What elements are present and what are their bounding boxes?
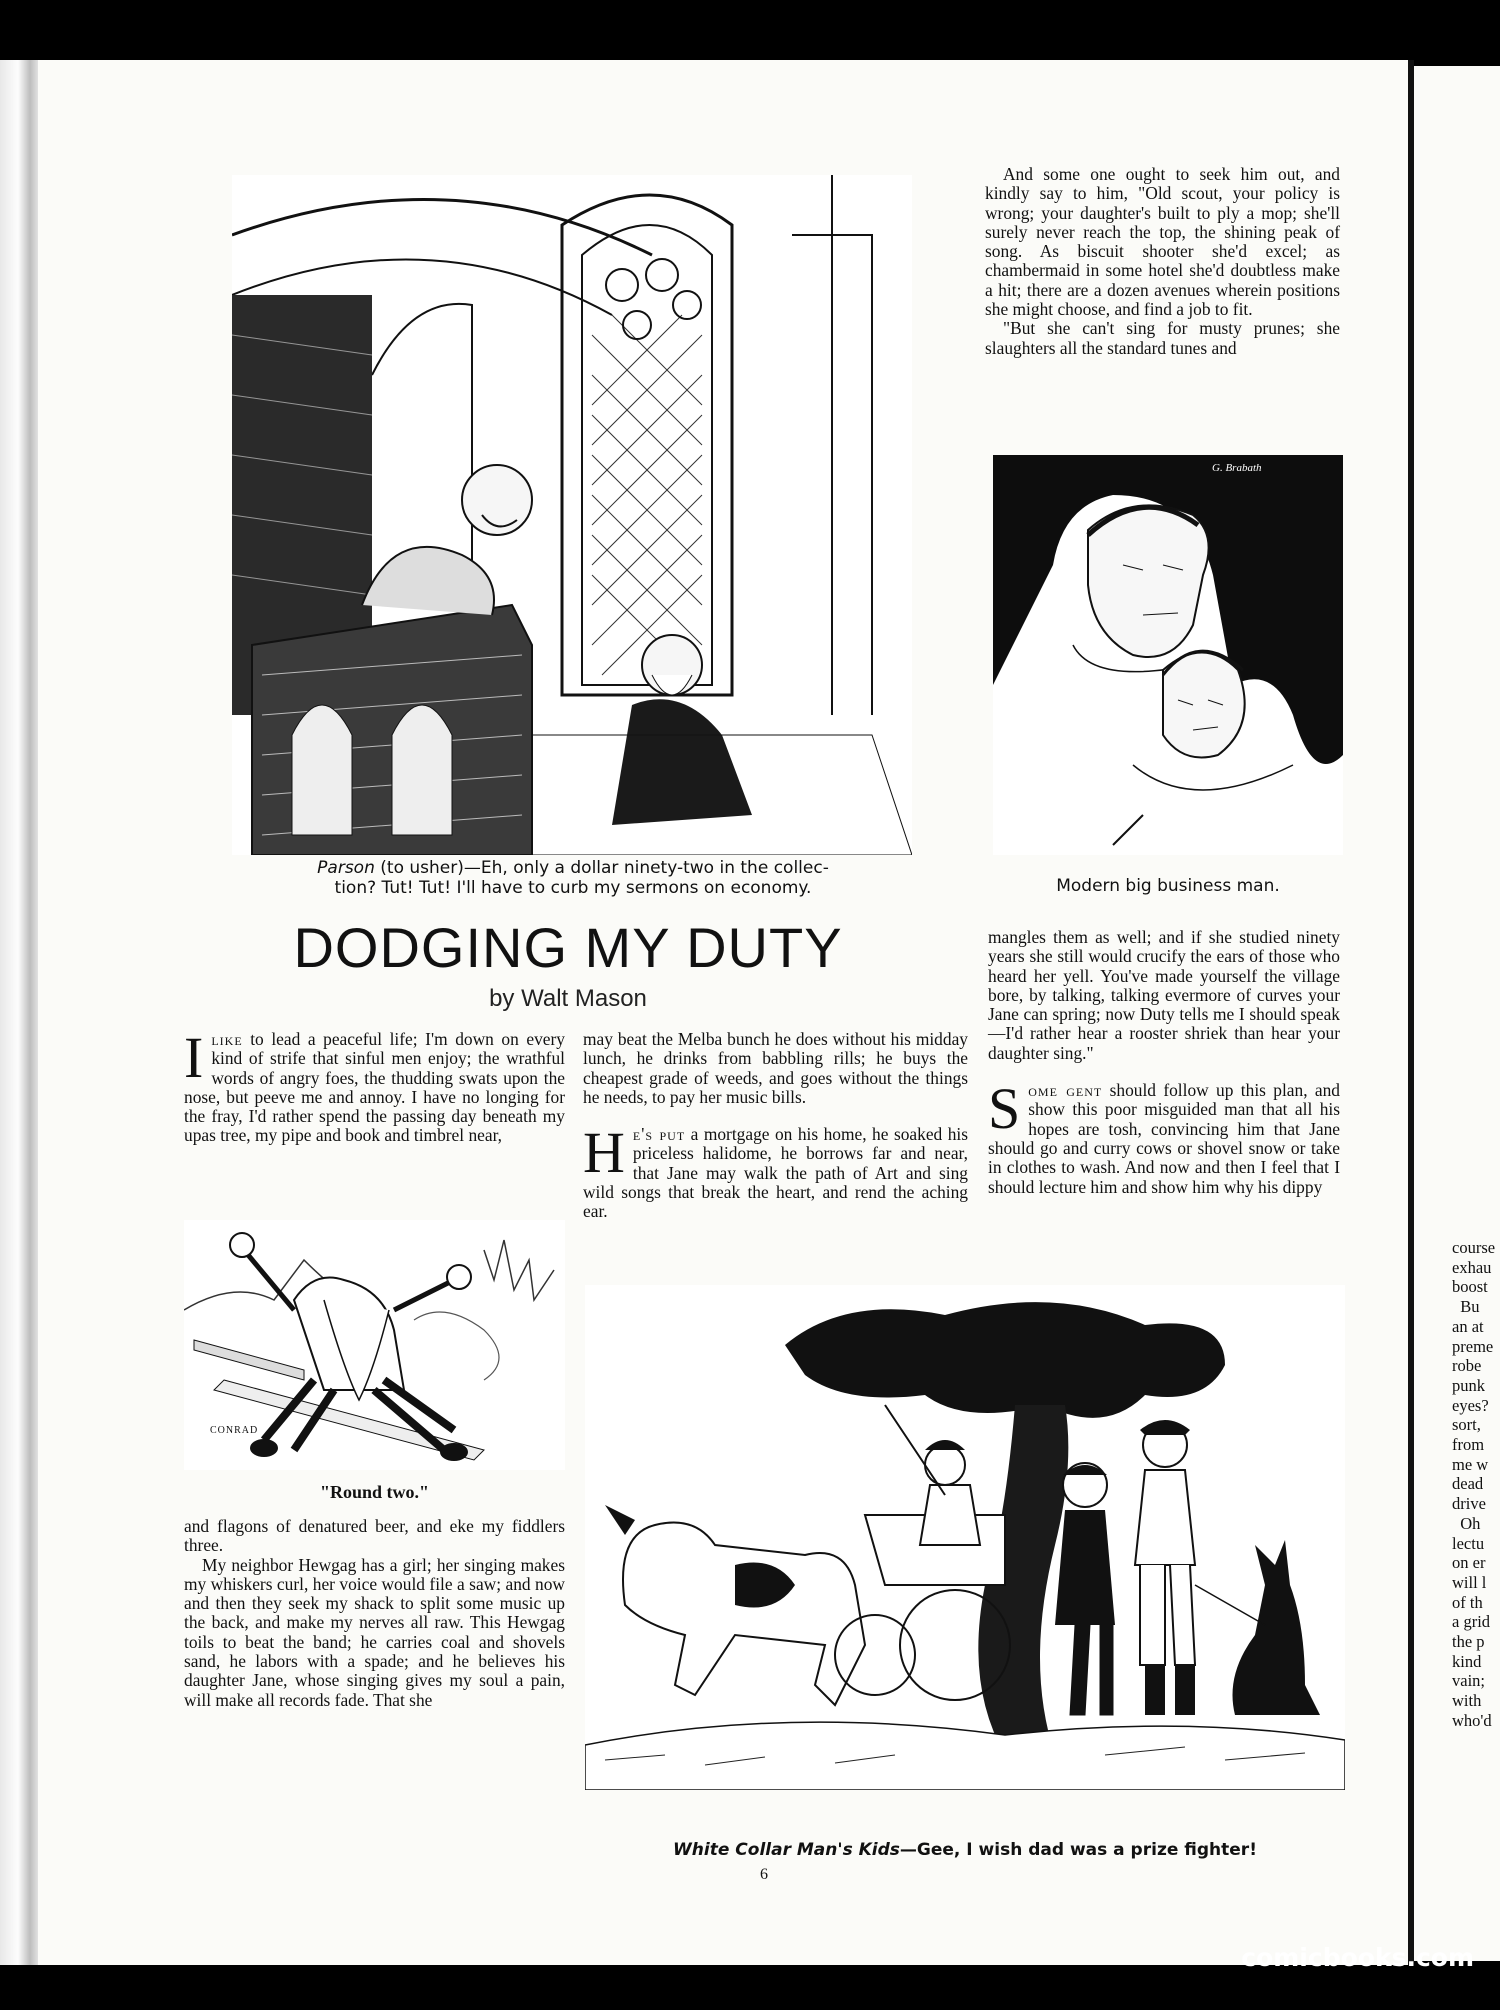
col3-paragraph-2: "But she can't sing for musty prunes; she slaughters all the standard tunes and [985,318,1340,358]
next-page-fragment: from [1452,1435,1485,1454]
next-page-fragment: vain; [1452,1671,1485,1691]
next-page-fragment: the p [1452,1632,1485,1651]
col3-lead-in: ome gent [1028,1080,1103,1101]
col3-paragraph-3: mangles them as well; and if she studied ninety years she still would crucify the ears of those who heard her yell. You've made yourself the village bore, by talking, talking evermore of curves your Jane can spring; now Duty tells me I should speak—I'd rather hear a rooster shriek than hear your daughter sing." [988,927,1340,1063]
col1-paragraph-3: My neighbor Hewgag has a girl; her singing makes my whiskers curl, her voice would file a saw; and now and then they seek my shack to split some music up the back, and make my nerves all raw. This Hewgag toils to beat the band; he carries coal and shovels sand, he labors with a spade; and he believes his daughter Jane, whose singing gives my soul a pain, will make all records fade. That she [184,1554,565,1710]
next-page-fragment: who'd [1452,1710,1492,1730]
next-page-fragment: preme [1452,1336,1494,1356]
round-signature: CONRAD [210,1425,259,1436]
column-3-bottom [988,928,1340,1197]
kids-caption-title: White Collar Man's Kids [673,1840,900,1860]
col3-paragraph-4: should follow up this plan, and show this poor misguided man that all his hopes are tosh, convincing him that Jane should go and curry cows or shovel snow or take in clothes to wash. And now and then I feel that I should lecture him and show him why his dippy [988,1080,1340,1197]
next-page-fragment: punk [1452,1375,1485,1395]
col1-lead-in: like [211,1029,243,1049]
next-page-fragment: robe [1452,1356,1482,1376]
article-title: DODGING MY DUTY [293,916,843,979]
next-page-fragment: Oh [1452,1513,1481,1533]
column-1-top [184,1025,565,1146]
next-page-fragment: an at [1452,1316,1484,1336]
next-page-fragment: of th [1452,1592,1483,1612]
column-1-bottom [184,1517,565,1710]
column-2 [583,1030,968,1222]
business-man-illustration [993,455,1343,855]
site-watermark: comicbooks.com [1241,1943,1474,1972]
col2-paragraph-2: a mortgage on his home, he soaked his priceless halidome, he borrows far and near, that Jane may walk the path of Art and sing wild songs that break the heart, and rend the aching ear. [583,1124,969,1222]
drop-cap-i: I [184,1025,204,1090]
next-page-fragment: dead [1452,1474,1484,1494]
drop-cap-s: S [988,1076,1021,1142]
church-caption-line1: (to usher)—Eh, only a dollar ninety-two in the collec- [374,858,829,878]
next-page-fragment: eyes? [1452,1395,1489,1415]
next-page-fragment: kind [1452,1651,1482,1671]
next-page-fragment: with [1452,1691,1482,1711]
col2-lead-in: e's put [632,1124,686,1145]
kids-caption-quote: —Gee, I wish dad was a prize fighter! [899,1840,1257,1860]
next-page-fragment: exhau [1452,1257,1492,1277]
col1-paragraph-1: to lead a peaceful life; I'm down on every kind of strife that sinful men enjoy; the wrathful words of angry foes, the thudding swats upon the nose, but peeve me and annoy. I have no longing for the fray, I'd rather spend the passing day beneath my upas tree, my pipe and book and timbrel near, [184,1029,565,1146]
drop-cap-h: H [583,1120,625,1186]
next-page-fragment: boost [1452,1277,1488,1297]
next-page-fragment: lectu [1452,1533,1485,1553]
next-page-fragment: on er [1452,1553,1486,1573]
col3-paragraph-1: And some one ought to seek him out, and kindly say to him, "Old scout, your policy is wrong; your daughter's built to ply a mop; she'll surely never reach the top, the shining peak of song. As biscuit shooter she'd excel; as chambermaid in some hotel she'd doubtless make a hit; there are a dozen avenues wherein positions she might choose, and find a job to fit. [985,164,1340,320]
next-page-fragment: Bu [1452,1297,1480,1317]
business-signature: G. Brabath [1212,462,1262,474]
church-caption-speaker: Parson [317,858,375,878]
round-two-caption: "Round two." [319,1482,429,1502]
next-page-fragment: sort, [1452,1415,1481,1435]
next-page-fragment: a grid [1452,1612,1491,1632]
next-page-fragment: drive [1452,1494,1486,1514]
col2-paragraph-1: may beat the Melba bunch he does without his midday lunch, he drinks from babbling rills; he buys the cheapest grade of weeds, and goes without the things he needs, to pay her music bills. [583,1029,968,1107]
article-byline: by Walt Mason [489,985,647,1012]
church-illustration [232,175,912,855]
church-caption [238,858,908,898]
next-page-fragment: course [1452,1238,1496,1257]
next-page-fragment: will l [1452,1572,1487,1592]
kids-caption [585,1840,1345,1860]
col1-paragraph-2: and flagons of denatured beer, and eke my fiddlers three. [184,1516,565,1556]
column-3-top [985,165,1340,358]
next-page-fragment: me w [1452,1454,1489,1474]
business-caption: Modern big business man. [1056,876,1280,896]
page-number: 6 [760,1866,768,1883]
church-caption-line2: tion? Tut! Tut! I'll have to curb my sermons on economy. [334,878,812,898]
kids-illustration [585,1285,1345,1790]
